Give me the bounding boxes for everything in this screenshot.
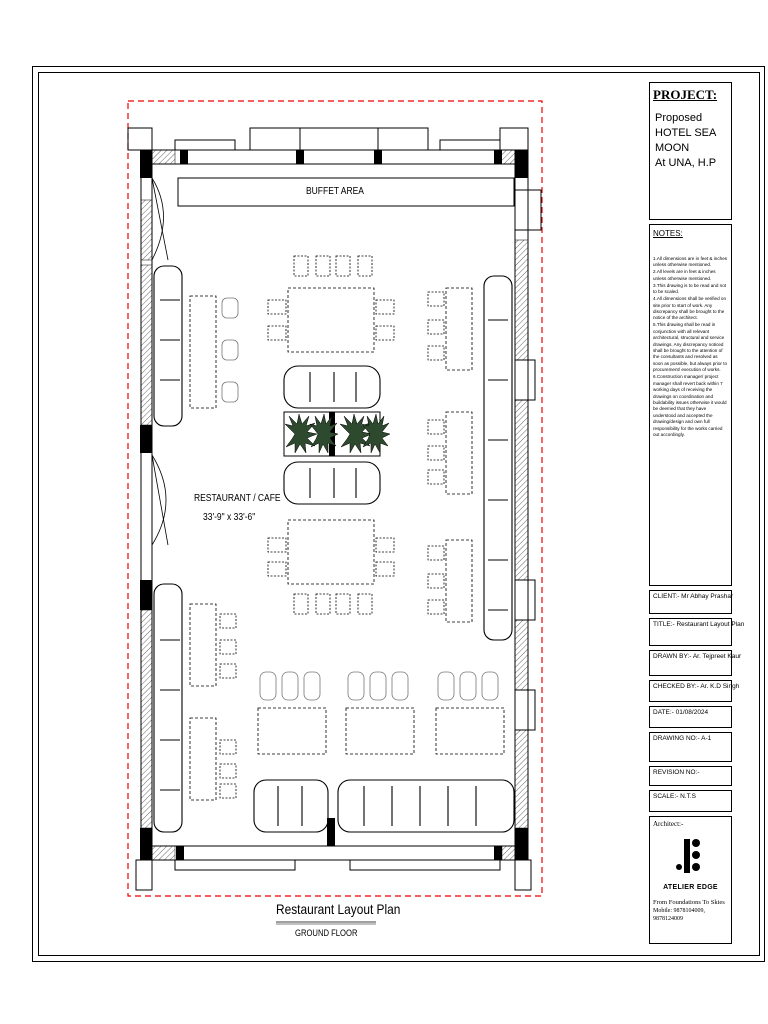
furniture-dashed bbox=[190, 288, 504, 800]
drawing-no-row bbox=[649, 732, 732, 762]
wall-hatching bbox=[141, 150, 528, 860]
date-row bbox=[649, 706, 732, 728]
room-label: RESTAURANT / CAFE bbox=[194, 493, 281, 504]
project-panel bbox=[649, 82, 732, 220]
notes-list bbox=[650, 256, 731, 438]
scale-row bbox=[649, 790, 732, 812]
mobile-numbers: Mobile: 9878104009, 9878124009 bbox=[653, 908, 705, 922]
title-text: TITLE:- Restaurant Layout Plan bbox=[653, 621, 745, 628]
logo-text: ATELIER EDGE bbox=[663, 884, 718, 891]
date-text: DATE:- 01/08/2024 bbox=[653, 709, 709, 716]
project-details bbox=[650, 107, 731, 171]
project-line: At UNA, H.P bbox=[655, 157, 717, 169]
drawn-by-row bbox=[649, 650, 742, 676]
client-row bbox=[649, 590, 732, 614]
checked-by-row bbox=[649, 680, 740, 702]
chairs bbox=[220, 256, 444, 798]
drawing-no-text: DRAWING NO:- A-1 bbox=[653, 735, 712, 742]
center-planter bbox=[284, 412, 390, 456]
checked-by-text: CHECKED BY:- Ar. K.D Singh bbox=[653, 683, 740, 690]
columns bbox=[140, 150, 528, 860]
architect-heading: Architect:- bbox=[653, 820, 684, 828]
note-item: 4.All dimensions shall be verified on site prior to start of work. Any discrepancy shall be brought to the notice of the architect. bbox=[653, 296, 727, 321]
note-item: 1.All dimensions are in feet & inches unless otherwise mentioned. bbox=[653, 256, 728, 268]
revision-row bbox=[649, 766, 732, 786]
project-line: Proposed bbox=[655, 112, 703, 124]
notes-heading: NOTES: bbox=[653, 229, 683, 238]
notes-panel bbox=[649, 224, 732, 586]
plan-title: Restaurant Layout Plan bbox=[276, 901, 401, 917]
buffet-area-label: BUFFET AREA bbox=[306, 186, 364, 197]
note-item: 3.This drawing is to be read and not to be scaled. bbox=[653, 282, 727, 295]
plan-subtitle: GROUND FLOOR bbox=[295, 928, 358, 938]
sofas bbox=[154, 266, 514, 832]
revision-text: REVISION NO:- bbox=[653, 769, 700, 776]
atelier-edge-logo-icon bbox=[650, 831, 731, 879]
project-line: HOTEL SEA MOON bbox=[655, 127, 716, 154]
client-text: CLIENT:- Mr Abhay Prashar bbox=[653, 593, 734, 600]
note-item: 5.This drawing shall be read in conjunction with all relevant architectural, structural and service drawings. Any discrepancy noticed shall be brought to the attention of the consultants and resolved as soon as possible, but always prior to procurement/ execution of works. bbox=[653, 322, 728, 373]
note-item: 2.All levels are in feet & inches unless otherwise mentioned. bbox=[653, 269, 716, 281]
walls bbox=[128, 128, 541, 890]
room-size-label: 33'-9" x 33'-6" bbox=[203, 512, 256, 523]
project-heading: PROJECT: bbox=[653, 87, 718, 102]
drawn-by-text: DRAWN BY:- Ar. Tejpreet Kaur bbox=[653, 653, 742, 660]
architect-panel bbox=[649, 816, 732, 944]
title-row bbox=[649, 618, 745, 646]
scale-text: SCALE:- N.T.S bbox=[653, 793, 696, 800]
note-item: 6.Construction manager/ project manager shall revert back within 7 working days of receiving the drawings on coordination and buildability issues otherwise it would be deemed that they have understood and accepted the drawing/design and own full responsibility for the works carried out accordingly. bbox=[653, 374, 727, 437]
tagline: From Foundations To Skies bbox=[653, 899, 725, 906]
